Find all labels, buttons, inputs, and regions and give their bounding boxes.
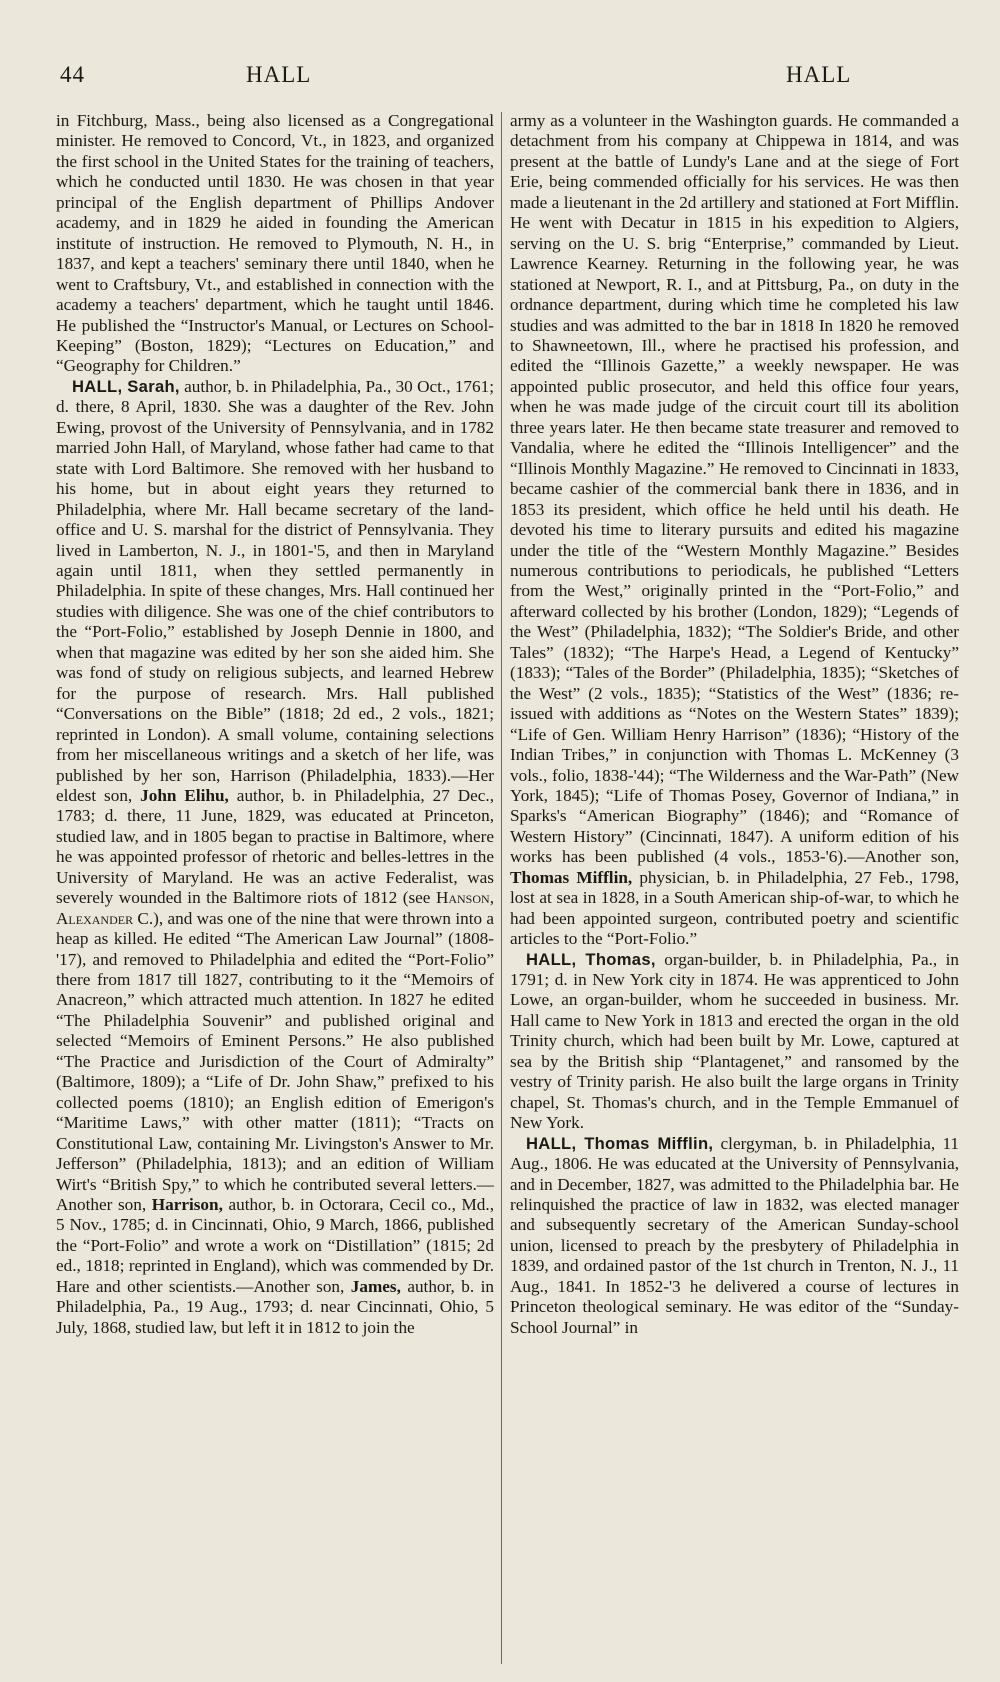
entry-text: C.), and was one of the nine that were thrown into a heap as killed. He edited “The American Law Journal” (1808-'17), and removed to Philadelphia and edited the “Port-Folio” there from 1817 till 1827, contributing to it the “Memoirs of Anacreon,” which attracted much attention. In 1827 he edited “The Philadelphia Souvenir” and published original and selected “Memoirs of Eminent Persons.” He also published “The Practice and Jurisdiction of the Court of Admiralty” (Baltimore, 1809); a “Life of Dr. John Shaw,” prefixed to his collected poems (1810); an English edition of Emerigon's “Maritime Laws,” with other matter (1811); “Tracts on Constitutional Law, containing Mr. Livingston's Answer to Mr. Jefferson” (Philadelphia, 1813); and an edition of William Wirt's “British Spy,” to which he contributed several letters.—Another son,: [56, 908, 494, 1215]
entry-text: organ-builder, b. in Philadelphia, Pa., in 1791; d. in New York city in 1874. He was apprenticed to John Lowe, an organ-builder, whom he succeeded in business. Mr. Hall came to New York in 1813 and erected the organ in the old Trinity church, which had been built by Mr. Lowe, captured at sea by the British ship “Plantagenet,” and ransomed by the vestry of Trinity parish. He also built the large organs in Trinity chapel, St. Thomas's church, and in the Temple Emmanuel of New York.: [510, 949, 960, 1133]
entry-text: author, b. in Philadelphia, 27 Dec., 1783; d. there, 11 June, 1829, was educated at Princeton, studied law, and in 1805 began to practise in Baltimore, where he was appointed professor of rhetoric and belles-lettres in the University of Maryland. He was an active Federalist, was severely wounded in the Baltimore riots of 1812 (see: [56, 785, 495, 908]
cross-reference: Hanson, Alexander: [56, 888, 494, 928]
left-column: [56, 111, 494, 1338]
entry-text: author, b. in Philadelphia, Pa., 19 Aug., 1793; d. near Cincinnati, Ohio, 5 July, 1868, studied law, but left it in 1812 to join the: [56, 1276, 494, 1337]
sub-entry-name: John Elihu,: [140, 785, 229, 805]
entry-hall-thomas: [510, 950, 959, 1134]
sub-entry-name: Harrison,: [151, 1195, 223, 1215]
entry-heading: HALL, Thomas,: [526, 949, 656, 969]
entry-hall-sarah: [56, 377, 494, 1338]
entry-text: author, b. in Octorara, Cecil co., Md., 5 Nov., 1785; d. in Cincinnati, Ohio, 9 March, 1866, published the “Port-Folio” and wrote a work on “Distillation” (1815; 2d ed., 1818; reprinted in England), which was commended by Dr. Hare and other scientists.—Another son,: [56, 1195, 494, 1296]
right-column: [510, 111, 959, 1338]
entry-continuation: [510, 111, 959, 950]
sub-entry-name: James,: [350, 1276, 401, 1296]
entry-text: clergyman, b. in Philadelphia, 11 Aug., 1806. He was educated at the University of Pennsylvania, and in December, 1827, was admitted to the Philadelphia bar. He relinquished the practice of law in 1832, was elected manager and subsequently secretary of the American Sunday-school union, licensed to preach by the presbytery of Philadelphia in 1839, and ordained pastor of the 1st church in Trenton, N. J., 11 Aug., 1841. In 1852-'3 he delivered a course of lectures in Princeton theological seminary. He was editor of the “Sunday-School Journal” in: [510, 1133, 959, 1337]
running-head-right: HALL: [786, 62, 852, 87]
entry-text: physician, b. in Philadelphia, 27 Feb., 1798, lost at sea in 1828, in a South American ship-of-war, to which he had been appointed surgeon, contributed poetry and scientific articles to the “Port-Folio.”: [510, 867, 959, 949]
entry-hall-thomas-mifflin: [510, 1134, 959, 1339]
entry-heading: HALL, Thomas Mifflin,: [526, 1133, 714, 1153]
page-number: 44: [60, 62, 85, 87]
running-head-left: HALL: [246, 62, 312, 87]
entry-continuation: in Fitchburg, Mass., being also licensed as a Congregational minister. He removed to Concord, Vt., in 1823, and organized the first school in the United States for the training of teachers, which he conducted until 1830. He was chosen in that year principal of the English department of Phillips Andover academy, and in 1829 he aided in founding the American institute of instruction. He removed to Plymouth, N. H., in 1837, and kept a teachers' seminary there until 1840, when he went to Craftsbury, Vt., and established in connection with the academy a teachers' department, which he taught until 1846. He published the “Instructor's Manual, or Lectures on School-Keeping” (Boston, 1829); “Lectures on Education,” and “Geography for Children.”: [56, 111, 494, 376]
entry-heading: HALL, Sarah,: [72, 376, 180, 396]
entry-text: author, b. in Philadelphia, Pa., 30 Oct., 1761; d. there, 8 April, 1830. She was a daughter of the Rev. John Ewing, provost of the University of Pennsylvania, and in 1782 married John Hall, of Maryland, whose father had came to that state with Lord Baltimore. She removed with her husband to his home, but in about eight years they returned to Philadelphia, where Mr. Hall became secretary of the land-office and U. S. marshal for the district of Pennsylvania. They lived in Lamberton, N. J., in 1801-'5, and then in Maryland again until 1811, when they settled permanently in Philadelphia. In spite of these changes, Mrs. Hall continued her studies with diligence. She was one of the chief contributors to the “Port-Folio,” established by Joseph Dennie in 1800, and when that magazine was edited by her son she aided him. She was fond of study on religious subjects, and learned Hebrew for the purpose of research. Mrs. Hall published “Conversations on the Bible” (1818; 2d ed., 2 vols., 1821; reprinted in London). A small volume, containing selections from her miscellaneous writings and a sketch of her life, was published by her son, Harrison (Philadelphia, 1833).—Her eldest son,: [56, 376, 494, 805]
sub-entry-name: Thomas Mifflin,: [510, 867, 633, 887]
entry-text: army as a volunteer in the Washington guards. He commanded a detachment from his company at Chippewa in 1814, and was present at the battle of Lundy's Lane and at the siege of Fort Erie, being commended officially for his services. He was then made a lieutenant in the 2d artillery and stationed at Fort Mifflin. He went with Decatur in 1815 in his expedition to Algiers, serving on the U. S. brig “Enterprise,” commanded by Lieut. Lawrence Kearney. Returning in the following year, he was stationed at Newport, R. I., and at Pittsburg, Pa., on duty in the ordnance department, during which time he completed his law studies and was admitted to the bar in 1818 In 1820 he removed to Shawneetown, Ill., where he practised his profession, and edited the “Illinois Gazette,” a weekly newspaper. He was appointed public prosecutor, and held this office four years, when he was made judge of the circuit court till its abolition three years later. He then became state treasurer and removed to Vandalia, where he edited the “Illinois Intelligencer” and the “Illinois Monthly Magazine.” He removed to Cincinnati in 1833, became cashier of the commercial bank there in 1836, and in 1853 its president, which office he held until his death. He devoted his time to literary pursuits and edited his magazine under the title of the “Western Monthly Magazine.” Besides numerous contributions to periodicals, he published “Letters from the West,” originally printed in the “Port-Folio,” and afterward collected by his brother (London, 1829); “Legends of the West” (Philadelphia, 1832); “The Soldier's Bride, and other Tales” (1832); “The Harpe's Head, a Legend of Kentucky” (1833); “Tales of the Border” (Philadelphia, 1835); “Sketches of the West” (2 vols., 1835); “Statistics of the West” (1836; re-issued with additions as “Notes on the Western States” 1839); “Life of Gen. William Henry Harrison” (1836); “History of the Indian Tribes,” in conjunction with Thomas L. McKenney (3 vols., folio, 1838-'44); “The Wilderness and the War-Path” (New York, 1845); “Life of Thomas Posey, Governor of Indiana,” in Sparks's “American Biography” (1846); and “Romance of Western History” (Cincinnati, 1847). A uniform edition of his works has been published (4 vols., 1853-'6).—Another son,: [510, 111, 959, 867]
column-rule: [501, 112, 502, 1664]
running-header: [0, 52, 1000, 92]
